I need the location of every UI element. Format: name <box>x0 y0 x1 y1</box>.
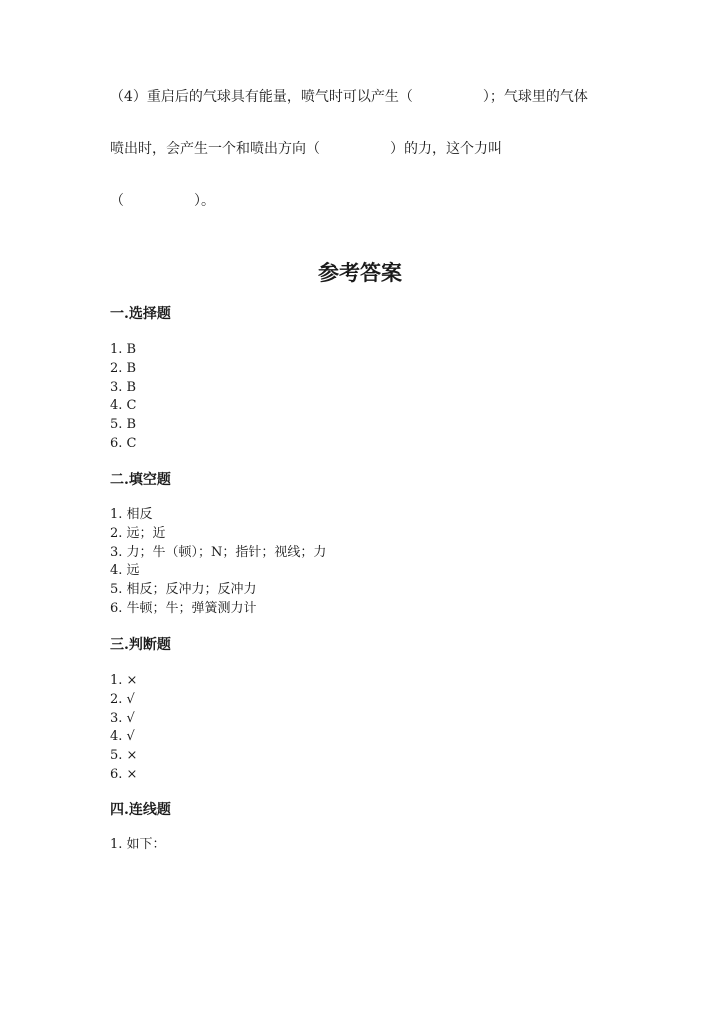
answer-list-choice <box>110 341 136 454</box>
list-item: 4. C <box>110 398 137 414</box>
section-heading-judge: 三.判断题 <box>110 637 171 653</box>
list-item: 2. √ <box>110 691 135 707</box>
question-line-3: （ ）。 <box>110 193 215 209</box>
list-item: 6. 牛顿；牛；弹簧测力计 <box>110 600 257 616</box>
list-item: 5. B <box>110 417 137 433</box>
question-line-2: 喷出时，会产生一个和喷出方向（ ）的力，这个力叫 <box>110 141 502 157</box>
list-item: 6. × <box>110 766 138 782</box>
list-item: 5. 相反；反冲力；反冲力 <box>110 582 257 598</box>
question-line-1: （4）重启后的气球具有能量，喷气时可以产生（ ）；气球里的气体 <box>110 89 588 105</box>
answer-list-fill <box>110 506 326 619</box>
list-item: 3. 力；牛（顿）；N；指针；视线；力 <box>110 544 327 560</box>
list-item: 3. B <box>110 379 137 395</box>
section-heading-match: 四.连线题 <box>110 802 171 818</box>
answer-list-match <box>110 836 166 855</box>
list-item: 4. 远 <box>110 563 140 579</box>
list-item: 3. √ <box>110 710 135 726</box>
list-item: 4. √ <box>110 729 135 745</box>
list-item: 5. × <box>110 748 138 764</box>
list-item: 1. 如下： <box>110 837 166 852</box>
list-item: 1. × <box>110 673 138 688</box>
list-item: 1. 相反 <box>110 507 153 522</box>
answer-title: 参考答案 <box>318 260 402 285</box>
answer-list-judge <box>110 672 137 785</box>
list-item: 6. C <box>110 435 137 451</box>
section-heading-fill: 二.填空题 <box>110 472 171 488</box>
list-item: 1. B <box>110 342 137 357</box>
list-item: 2. 远；近 <box>110 525 166 541</box>
list-item: 2. B <box>110 360 137 376</box>
section-heading-choice: 一.选择题 <box>110 306 171 322</box>
